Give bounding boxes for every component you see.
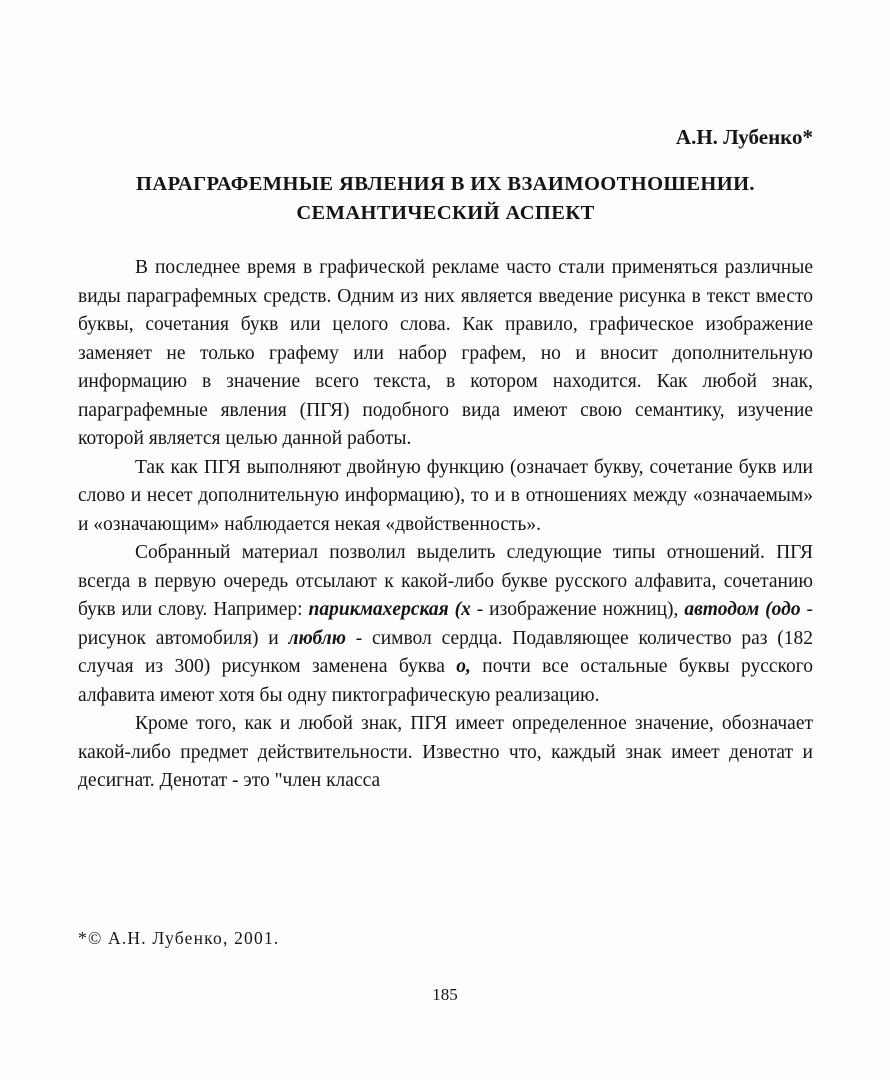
- paragraph: [78, 710, 813, 796]
- paragraph: [78, 254, 813, 454]
- text-run: Собранный материал позволил выделить следующие типы отношений. ПГЯ всегда в первую очередь отсылают к какой-либо букве русского алфавита, сочетанию букв или слову. Например:: [78, 542, 813, 620]
- emphasized-text: люблю: [288, 627, 346, 649]
- title-line-2: СЕМАНТИЧЕСКИЙ АСПЕКТ: [296, 202, 595, 224]
- author-line: А.Н. Лубенко*: [675, 125, 813, 149]
- page-title: [78, 170, 813, 228]
- emphasized-text: о,: [456, 656, 471, 677]
- footnote: *© А.Н. Лубенко, 2001.: [78, 928, 280, 948]
- paragraph: [78, 454, 813, 540]
- text-run: Так как ПГЯ выполняют двойную функцию (означает букву, сочетание букв или слово и несет дополнительную информацию), то и в отношениях между «означаемым» и «означающим» наблюдается некая «двойственность».: [78, 456, 813, 535]
- text-run: - рисунок автомобиля) и: [78, 599, 813, 649]
- text-run: В последнее время в графической рекламе часто стали применяться различные виды параграфемных средств. Одним из них является введение рисунка в текст вместо буквы, сочетания букв или целого слова. Как правило, графическое изображение заменяет не только графему или набор графем, но и вносит дополнительную информацию в значение всего текста, в котором находится. Как любой знак, параграфемные явления (ПГЯ) подобного вида имеют свою семантику, изучение которой является целью данной работы.: [78, 257, 813, 449]
- document-body: [78, 254, 813, 796]
- paragraph: [78, 539, 813, 710]
- emphasized-text: автодом (одо: [684, 599, 801, 620]
- text-run: Кроме того, как и любой знак, ПГЯ имеет определенное значение, обозначает какой-либо предмет действительности. Известно что, каждый знак имеет денотат и десигнат. Денотат - это "член класса: [78, 713, 813, 791]
- text-column: [78, 0, 813, 796]
- emphasized-text: парикмахерская (х: [308, 599, 471, 620]
- title-line-1: ПАРАГРАФЕМНЫЕ ЯВЛЕНИЯ В ИХ ВЗАИМООТНОШЕНИИ.: [136, 173, 755, 195]
- page-number: 185: [432, 985, 458, 1004]
- text-run: - символ сердца. Подавляющее количество раз (182 случая из 300) рисунком заменена буква: [78, 627, 814, 677]
- text-run: - изображение ножниц),: [470, 599, 685, 620]
- text-run: почти все остальные буквы русского алфавита имеют хотя бы одну пиктографическую реализацию.: [78, 656, 814, 706]
